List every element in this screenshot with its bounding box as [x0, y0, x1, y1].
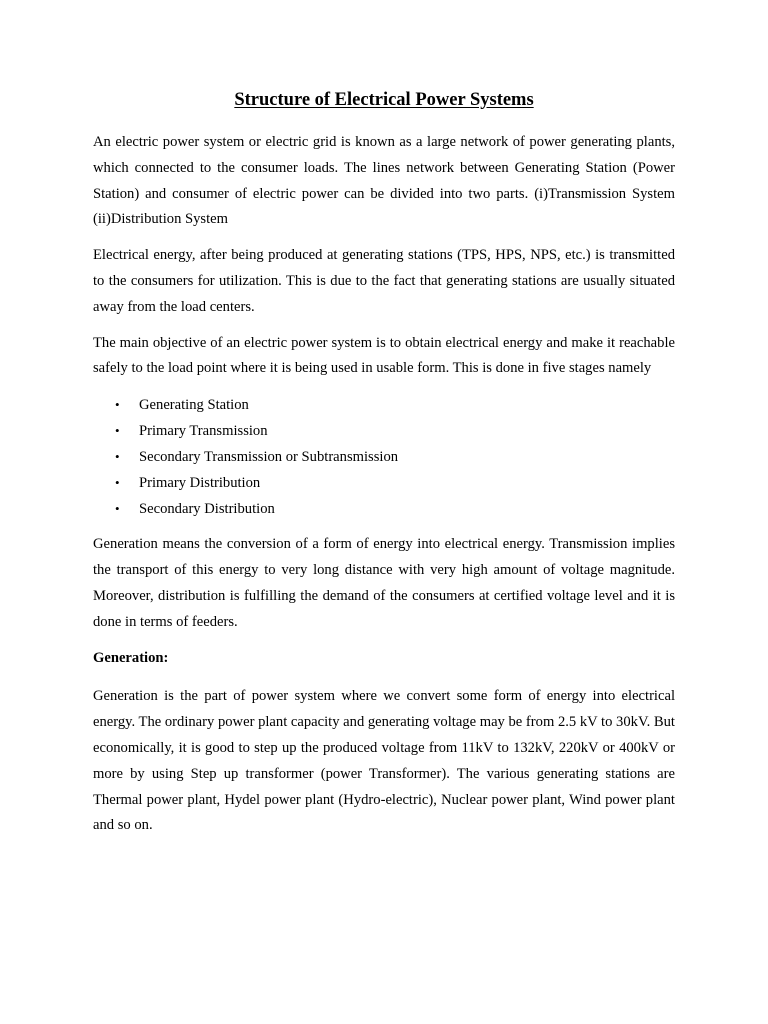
- generation-heading: Generation:: [93, 650, 169, 667]
- objective-paragraph: The main objective of an electric power system is to obtain electrical energy and make it reachable safely to the load point where it is being used in usable form. This is done in five stages namely: [93, 334, 675, 377]
- stage-label: Generating Station: [139, 397, 249, 414]
- stage-label: Primary Transmission: [139, 423, 268, 440]
- list-item: [93, 444, 675, 470]
- stage-label: Primary Distribution: [139, 475, 261, 492]
- bullet-icon: •: [115, 449, 120, 465]
- stage-label: Secondary Distribution: [139, 501, 275, 518]
- list-item: [93, 392, 675, 418]
- bullet-icon: •: [115, 397, 120, 413]
- document-page: [93, 88, 675, 839]
- list-item: [93, 418, 675, 444]
- stages-list: [93, 392, 675, 522]
- definitions-paragraph: Generation means the conversion of a form of energy into electrical energy. Transmission implies the transport of this energy to very long distance with very high amount of voltage magnitude. Moreover, distribution is fulfilling the demand of the consumers at certified voltage level and it is done in terms of feeders.: [93, 536, 675, 630]
- stage-label: Secondary Transmission or Subtransmission: [139, 449, 399, 466]
- bullet-icon: •: [115, 475, 120, 491]
- document-title: Structure of Electrical Power Systems: [234, 90, 534, 110]
- bullet-icon: •: [115, 423, 120, 439]
- bullet-icon: •: [115, 501, 120, 517]
- generation-paragraph: Generation is the part of power system where we convert some form of energy into electrical energy. The ordinary power plant capacity and generating voltage may be from 2.5 kV to 30kV. But economically, it is good to step up the produced voltage from 11kV to 132kV, 220kV or 400kV or more by using Step up transformer (power Transformer). The various generating stations are Thermal power plant, Hydel power plant (Hydro-electric), Nuclear power plant, Wind power plant and so on.: [93, 688, 675, 834]
- energy-transmission-paragraph: Electrical energy, after being produced at generating stations (TPS, HPS, NPS, etc.) is transmitted to the consumers for utilization. This is due to the fact that generating stations are usually situated away from the load centers.: [93, 247, 675, 315]
- intro-paragraph: An electric power system or electric grid is known as a large network of power generating plants, which connected to the consumer loads. The lines network between Generating Station (Power Station) and consumer of electric power can be divided into two parts. (i)Transmission System (ii)Distribution System: [93, 134, 675, 228]
- list-item: [93, 496, 675, 522]
- list-item: [93, 470, 675, 496]
